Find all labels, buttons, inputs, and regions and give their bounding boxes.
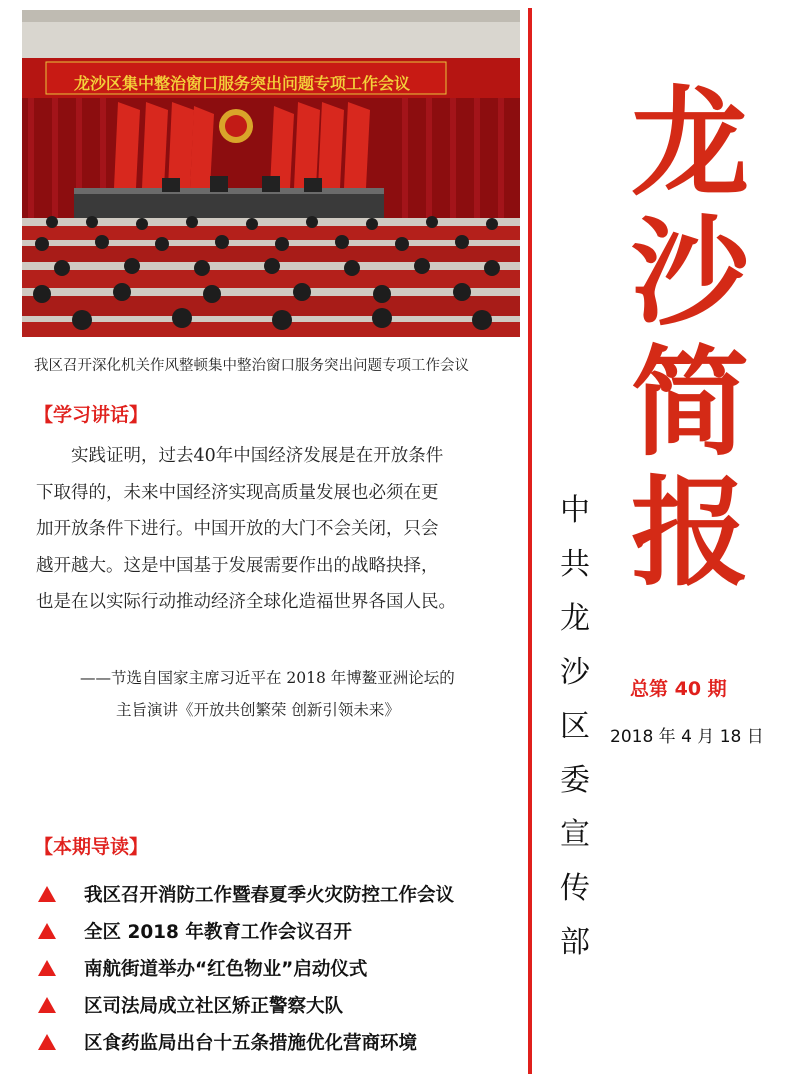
- vertical-divider: [528, 8, 532, 1074]
- issue-number: 总第 40 期: [630, 678, 727, 700]
- triangle-bullet-icon: [38, 923, 56, 939]
- guide-item-label: 全区 2018 年教育工作会议召开: [84, 922, 352, 943]
- guide-item-label: 区司法局成立社区矫正警察大队: [84, 996, 344, 1017]
- triangle-bullet-icon: [38, 1034, 56, 1050]
- meeting-photo: [22, 10, 520, 337]
- source-line-1: ——节选自国家主席习近平在 2018 年博鳌亚洲论坛的: [80, 669, 455, 687]
- quote-source: [80, 662, 520, 726]
- guide-item[interactable]: [34, 950, 534, 986]
- banner-title: 龙沙区集中整治窗口服务突出问题专项工作会议: [73, 74, 410, 93]
- guide-item-label: 南航街道举办“红色物业”启动仪式: [84, 959, 368, 980]
- publisher-char: 区: [560, 709, 590, 744]
- guide-item[interactable]: [34, 913, 534, 949]
- publisher-char: 传: [560, 871, 590, 906]
- quote-line: 越开越大。这是中国基于发展需要作出的战略抉择，: [36, 555, 439, 576]
- masthead-char: 龙: [630, 74, 749, 212]
- quote-line: 实践证明，过去40年中国经济发展是在开放条件: [71, 446, 444, 466]
- publisher-char: 中: [560, 493, 590, 528]
- triangle-bullet-icon: [38, 997, 56, 1013]
- guide-item[interactable]: [34, 1024, 534, 1060]
- triangle-bullet-icon: [38, 886, 56, 902]
- masthead-char: 报: [630, 464, 749, 602]
- publisher-char: 部: [560, 925, 590, 960]
- quote-line: 也是在以实际行动推动经济全球化造福世界各国人民。: [36, 592, 456, 612]
- masthead-char: 简: [630, 334, 749, 472]
- publisher-char: 宣: [560, 817, 590, 852]
- source-line-2: 主旨演讲《开放共创繁荣 创新引领未来》: [116, 701, 400, 719]
- quote-line: 加开放条件下进行。中国开放的大门不会关闭，只会: [36, 519, 439, 539]
- guide-item-label: 区食药监局出台十五条措施优化营商环境: [84, 1033, 418, 1054]
- guide-item-label: 我区召开消防工作暨春夏季火灾防控工作会议: [84, 885, 455, 906]
- guide-heading: 【本期导读】: [34, 836, 149, 858]
- masthead-char: 沙: [630, 204, 749, 342]
- triangle-bullet-icon: [38, 960, 56, 976]
- quote-line: 下取得的，未来中国经济实现高质量发展也必须在更: [36, 482, 439, 503]
- publisher-char: 沙: [560, 655, 590, 690]
- masthead-title: [610, 74, 770, 602]
- publisher-vertical: [555, 484, 595, 970]
- issue-date: 2018 年 4 月 18 日: [610, 727, 764, 747]
- publisher-char: 共: [560, 547, 590, 582]
- photo-caption: 我区召开深化机关作风整顿集中整治窗口服务突出问题专项工作会议: [34, 358, 469, 374]
- publisher-char: 委: [560, 763, 590, 798]
- study-heading: 【学习讲话】: [34, 404, 149, 426]
- guide-item[interactable]: [34, 876, 534, 912]
- publisher-char: 龙: [560, 601, 590, 636]
- guide-list: [34, 876, 534, 1061]
- study-quote: [36, 438, 514, 621]
- guide-item[interactable]: [34, 987, 534, 1023]
